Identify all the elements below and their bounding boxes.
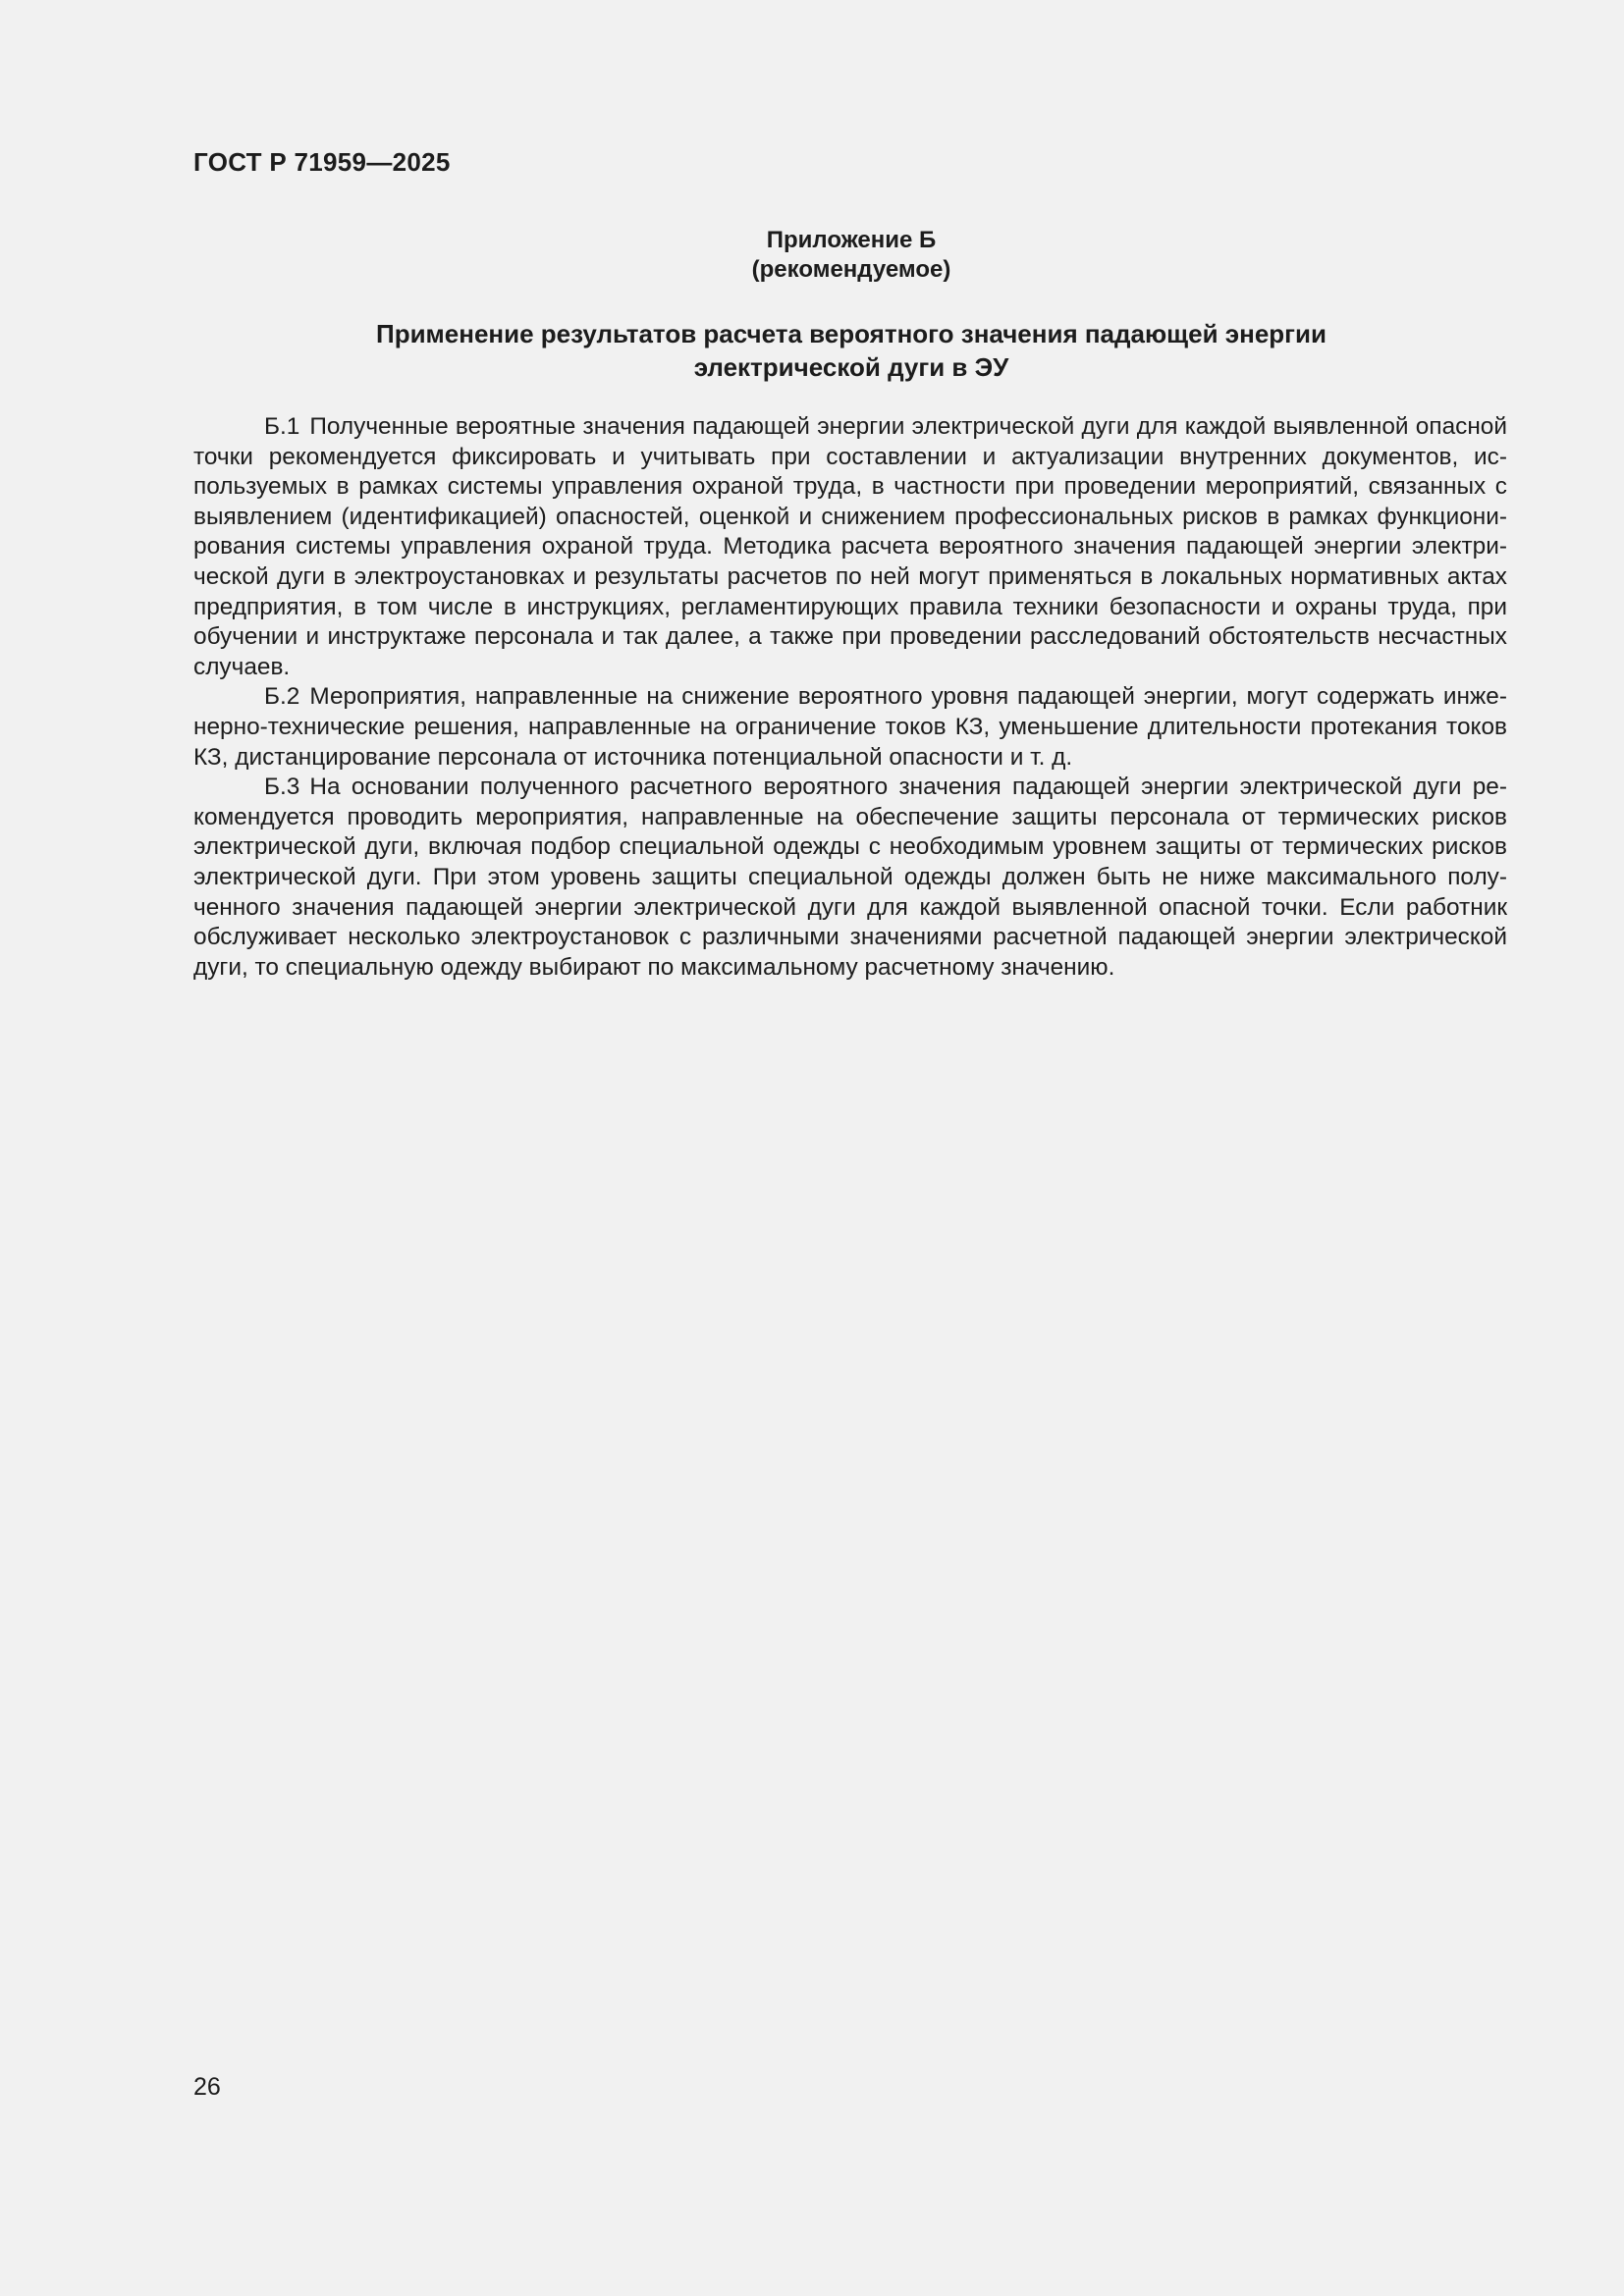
paragraph-text: На основании полученного расчетного вероятного значения падающей энергии электрической дуги рекомендуется проводить мероприятия, направленные на обеспечение защиты персонала от термических рисков электрической дуги, включая подбор специальной одежды с необходимым уровнем защиты от термических рисков электрической дуги. При этом уровень защиты специальной одежды должен быть не ниже максимального полученного значения падающей энергии электрической дуги для каждой выявленной опасной точки. Если работник обслуживает несколько электроустановок с различными значениями расчетной падающей энергии электрической дуги, то специальную одежду выбирают по максимальному расчетному значению. [193, 774, 1507, 981]
paragraph-text: Мероприятия, направленные на снижение вероятного уровня падающей энергии, могут содержать инженерно-технические решения, направленные на ограничение токов КЗ, уменьшение длительности протекания токов КЗ, дистанцирование персонала от источника потенциальной опасности и т. д. [193, 683, 1507, 771]
body-text [193, 412, 1507, 983]
section-title [193, 317, 1509, 384]
paragraph-b3 [193, 773, 1507, 983]
paragraph-b1 [193, 412, 1507, 682]
paragraph-text: Полученные вероятные значения падающей энергии электрической дуги для каждой выявленной опасной точки рекомендуется фиксировать и учитывать при составлении и актуализации внутренних документов, используемых в рамках системы управления охраной труда, в частности при проведении мероприятий, связанных с выявлением (идентификацией) опасностей, оценкой и снижением профессиональных рисков в рамках функционирования системы управления охраной труда. Методика расчета вероятного значения падающей энергии электрической дуги в электроустановках и результаты расчетов по ней могут применяться в локальных нормативных актах предприятия, в том числе в инструкциях, регламентирующих правила техники безопасности и охраны труда, при обучении и инструктаже персонала и так далее, а также при проведении расследований обстоятельств несчастных случаев. [193, 413, 1507, 680]
paragraph-b2 [193, 682, 1507, 773]
appendix-heading [193, 226, 1509, 285]
page-number: 26 [193, 2073, 221, 2101]
paragraph-number: Б.2 [264, 683, 300, 711]
appendix-title: Приложение Б [766, 227, 937, 253]
paragraph-number: Б.3 [264, 774, 300, 801]
section-title-line-1: Применение результатов расчета вероятного значения падающей энергии [376, 319, 1326, 348]
appendix-status: (рекомендуемое) [751, 256, 951, 283]
section-title-line-2: электрической дуги в ЭУ [693, 352, 1009, 382]
paragraph-number: Б.1 [264, 413, 300, 440]
document-code: ГОСТ Р 71959—2025 [193, 147, 451, 177]
